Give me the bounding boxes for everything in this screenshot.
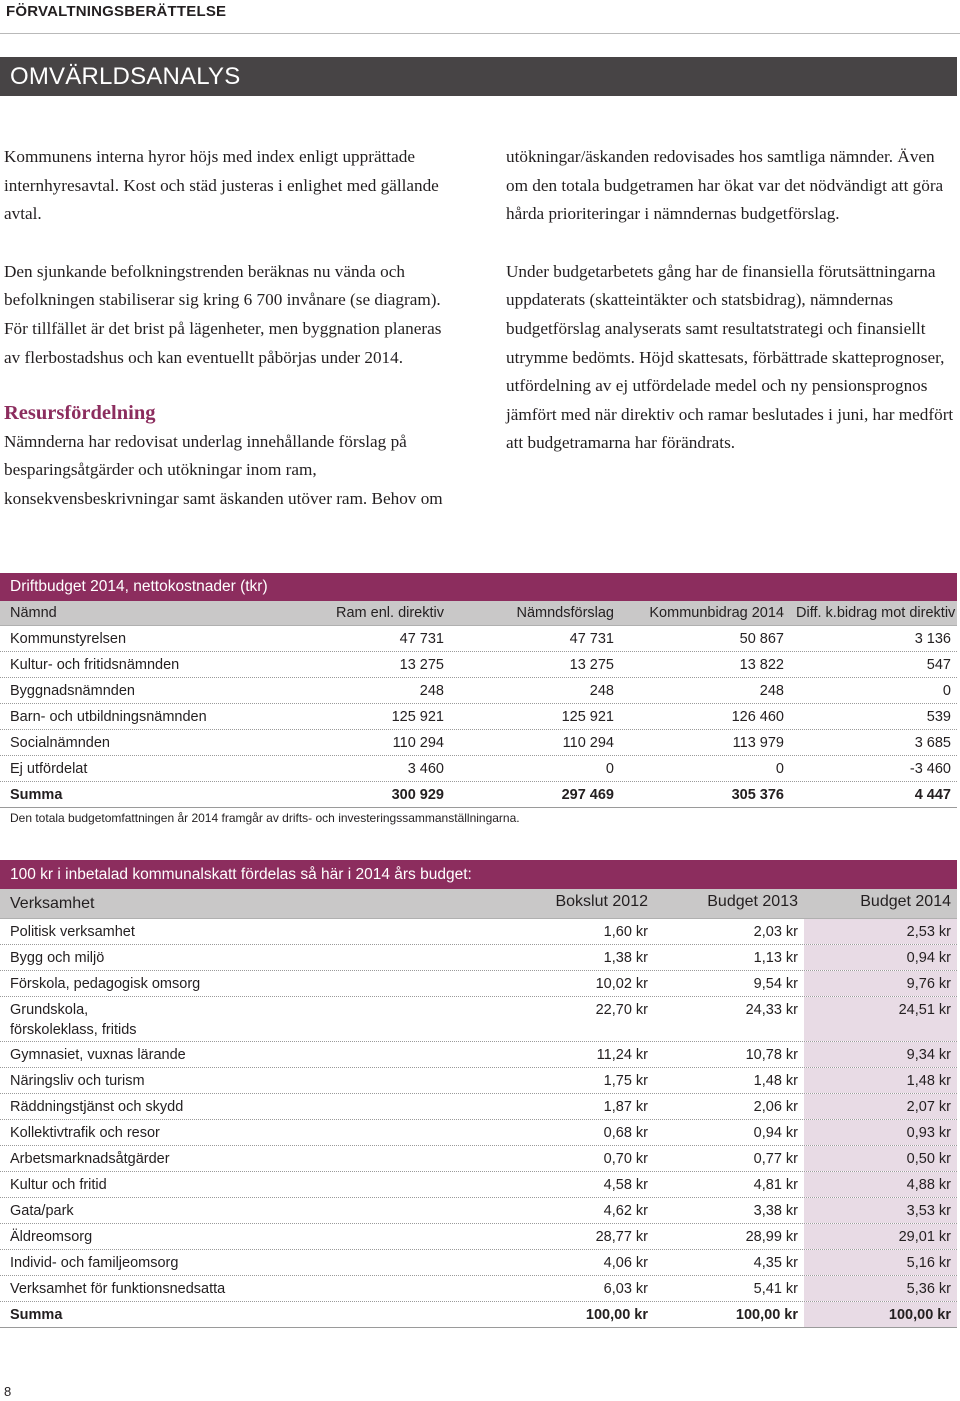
cell-value: 248	[589, 683, 614, 699]
cell-value: 0,94 kr	[804, 945, 957, 970]
row-label: Kultur och fritid	[10, 1177, 107, 1193]
cell-value: 300 929	[391, 787, 444, 803]
table-body	[0, 626, 957, 808]
row-label: Förskola, pedagogisk omsorg	[10, 976, 201, 992]
table-row	[0, 1250, 957, 1276]
cell-value: 1,38 kr	[603, 950, 648, 966]
cell-value: 9,76 kr	[804, 971, 957, 996]
table-row	[0, 1068, 957, 1094]
cell-value: 539	[926, 709, 951, 725]
row-label: Kultur- och fritidsnämnden	[10, 657, 180, 673]
cell-value: 5,16 kr	[804, 1250, 957, 1275]
row-label: Socialnämnden	[10, 735, 110, 751]
cell-value: 3 685	[914, 735, 951, 751]
cell-value: 3,53 kr	[804, 1198, 957, 1223]
column-header: Bokslut 2012	[555, 893, 648, 910]
table-title: Driftbudget 2014, nettokostnader (tkr)	[0, 573, 957, 601]
row-label: Kommunstyrelsen	[10, 631, 127, 647]
subheading: Resursfördelning	[4, 402, 156, 425]
cell-value: 3 136	[914, 631, 951, 647]
column-header: Diff. k.bidrag mot direktiv	[796, 605, 956, 621]
cell-value: 4,58 kr	[603, 1177, 648, 1193]
table-row	[0, 1302, 957, 1328]
table-row	[0, 782, 957, 808]
column-header: Nämnd	[10, 605, 57, 621]
table-row	[0, 1172, 957, 1198]
cell-value: 0	[775, 761, 784, 777]
cell-value: 4,62 kr	[603, 1203, 648, 1219]
table-header-row	[0, 601, 957, 626]
column-header: Budget 2013	[707, 893, 798, 910]
cell-value: 47 731	[399, 631, 444, 647]
cell-value: 9,54 kr	[753, 976, 798, 992]
cell-value: 0,50 kr	[804, 1146, 957, 1171]
cell-value: 2,03 kr	[753, 924, 798, 940]
table-row	[0, 626, 957, 652]
page-number: 8	[4, 1384, 12, 1399]
cell-value: 4,81 kr	[753, 1177, 798, 1193]
cell-value: 6,03 kr	[603, 1281, 648, 1297]
right-text-column	[506, 143, 958, 487]
table-row	[0, 945, 957, 971]
cell-value: 47 731	[569, 631, 614, 647]
column-header: Nämndsförslag	[516, 605, 614, 621]
cell-value: 28,77 kr	[595, 1229, 648, 1245]
table-row	[0, 652, 957, 678]
cell-value: 1,13 kr	[753, 950, 798, 966]
cell-value: 22,70 kr	[595, 1002, 648, 1018]
cell-value: 9,34 kr	[804, 1042, 957, 1067]
cell-value: 547	[926, 657, 951, 673]
cell-value: 2,07 kr	[804, 1094, 957, 1119]
header-divider	[0, 33, 960, 34]
table-row	[0, 730, 957, 756]
cell-value: 125 921	[391, 709, 444, 725]
row-label: Räddningstjänst och skydd	[10, 1099, 184, 1115]
row-label: Summa	[10, 787, 63, 803]
cell-value: 2,06 kr	[753, 1099, 798, 1115]
table-row	[0, 1224, 957, 1250]
paragraph: Nämnderna har redovisat underlag innehållande förslag på besparingsåtgärder och utökningar inom ram, konsekvensbeskrivningar samt äskanden utöver ram. Behov om	[4, 431, 443, 508]
table-row	[0, 919, 957, 945]
cell-value: 24,33 kr	[745, 1002, 798, 1018]
row-label: Gymnasiet, vuxnas lärande	[10, 1047, 186, 1063]
column-header: Verksamhet	[10, 895, 95, 912]
table-row	[0, 1120, 957, 1146]
table-row	[0, 756, 957, 782]
cell-value: 28,99 kr	[745, 1229, 798, 1245]
cell-value: 11,24 kr	[596, 1047, 648, 1063]
row-label: Ej utfördelat	[10, 761, 88, 777]
cell-value: 125 921	[561, 709, 614, 725]
cell-value: 4 447	[914, 787, 951, 803]
table-row	[0, 1198, 957, 1224]
row-label: Byggnadsnämnden	[10, 683, 135, 699]
cell-value: 1,87 kr	[603, 1099, 648, 1115]
row-label: Barn- och utbildningsnämnden	[10, 709, 207, 725]
cell-value: 1,60 kr	[603, 924, 648, 940]
cell-value: 29,01 kr	[804, 1224, 957, 1249]
paragraph: Under budgetarbetets gång har de finansiella förutsättningarna uppdaterats (skatteintäkter och statsbidrag), nämndernas budgetförslag analyserats samt resultatstrategi och finansiellt utrymme bedömts. Höjd skattesats, förbättrade skatteprognoser, utfördelning av ej utfördelade medel och ny pensionsprognos jämfört med när direktiv och ramar beslutades i juni, har medfört att budgetramarna har förändrats.	[506, 261, 954, 453]
row-label: Individ- och familjeomsorg	[10, 1255, 179, 1271]
cell-value: 0,70 kr	[603, 1151, 648, 1167]
cell-value: 50 867	[739, 631, 784, 647]
cell-value: 3,38 kr	[753, 1203, 798, 1219]
cell-value: 110 294	[562, 735, 614, 751]
row-label: Arbetsmarknadsåtgärder	[10, 1151, 170, 1167]
table-body	[0, 919, 957, 1328]
table-header-row	[0, 889, 957, 919]
table-row	[0, 678, 957, 704]
table-title: 100 kr i inbetalad kommunalskatt fördelas så här i 2014 års budget:	[0, 860, 957, 889]
paragraph: Kommunens interna hyror höjs med index enligt upprättade internhyresavtal. Kost och städ justeras i enlighet med gällande avtal.	[4, 147, 439, 224]
cell-value: 0,94 kr	[753, 1125, 798, 1141]
cell-value: -3 460	[909, 761, 951, 777]
cell-value: 0,68 kr	[603, 1125, 648, 1141]
cell-value: 248	[759, 683, 784, 699]
row-label: Gata/park	[10, 1203, 74, 1219]
table-note: Den totala budgetomfattningen år 2014 framgår av drifts- och investeringssammanställningarna.	[10, 811, 520, 825]
table-row	[0, 1042, 957, 1068]
column-header: Budget 2014	[804, 889, 957, 918]
cell-value: 0	[942, 683, 951, 699]
cell-value: 3 460	[407, 761, 444, 777]
row-label: Grundskola, förskoleklass, fritids	[10, 1002, 137, 1038]
section-title: OMVÄRLDSANALYS	[0, 57, 957, 96]
cell-value: 10,02 kr	[595, 976, 648, 992]
table-row	[0, 704, 957, 730]
cell-value: 1,48 kr	[804, 1068, 957, 1093]
cell-value: 5,36 kr	[804, 1276, 957, 1301]
paragraph: utökningar/äskanden redovisades hos samtliga nämnder. Även om den totala budgetramen har ökat var det nödvändigt att göra hårda prioriteringar i nämndernas budgetförslag.	[506, 147, 944, 224]
cell-value: 113 979	[732, 735, 784, 751]
cell-value: 100,00 kr	[804, 1302, 957, 1327]
operating-budget-table	[0, 573, 957, 808]
cell-value: 4,06 kr	[603, 1255, 648, 1271]
table-row	[0, 1276, 957, 1302]
cell-value: 13 275	[569, 657, 614, 673]
row-label: Kollektivtrafik och resor	[10, 1125, 160, 1141]
cell-value: 305 376	[731, 787, 784, 803]
row-label: Verksamhet för funktionsnedsatta	[10, 1281, 226, 1297]
row-label: Summa	[10, 1307, 63, 1323]
cell-value: 24,51 kr	[804, 997, 957, 1041]
row-label: Äldreomsorg	[10, 1229, 93, 1245]
left-text-column	[4, 143, 456, 543]
cell-value: 2,53 kr	[804, 919, 957, 944]
table-row	[0, 997, 957, 1042]
table-row	[0, 971, 957, 997]
cell-value: 13 822	[739, 657, 784, 673]
cell-value: 5,41 kr	[753, 1281, 798, 1297]
row-label: Bygg och miljö	[10, 950, 105, 966]
cell-value: 0,77 kr	[753, 1151, 798, 1167]
cell-value: 100,00 kr	[735, 1307, 798, 1323]
cell-value: 13 275	[399, 657, 444, 673]
cell-value: 248	[419, 683, 444, 699]
paragraph: Den sjunkande befolkningstrenden beräknas nu vända och befolkningen stabiliserar sig kring 6 700 invånare (se diagram). För tillfället är det brist på lägenheter, men byggnation planeras av flerbostadshus och kan eventuellt påbörjas under 2014.	[4, 261, 442, 367]
column-header: Ram enl. direktiv	[336, 605, 444, 621]
cell-value: 1,48 kr	[753, 1073, 798, 1089]
table-row	[0, 1094, 957, 1120]
table-row	[0, 1146, 957, 1172]
cell-value: 100,00 kr	[585, 1307, 648, 1323]
row-label: Politisk verksamhet	[10, 924, 135, 940]
row-label: Näringsliv och turism	[10, 1073, 145, 1089]
cell-value: 0,93 kr	[804, 1120, 957, 1145]
cell-value: 4,88 kr	[804, 1172, 957, 1197]
cell-value: 1,75 kr	[603, 1073, 648, 1089]
cell-value: 297 469	[561, 787, 614, 803]
cell-value: 10,78 kr	[745, 1047, 798, 1063]
running-header: FÖRVALTNINGSBERÄTTELSE	[6, 3, 227, 20]
cell-value: 110 294	[392, 735, 444, 751]
tax-allocation-table	[0, 860, 957, 1328]
cell-value: 126 460	[731, 709, 784, 725]
column-header: Kommunbidrag 2014	[649, 605, 784, 621]
cell-value: 4,35 kr	[753, 1255, 798, 1271]
cell-value: 0	[605, 761, 614, 777]
